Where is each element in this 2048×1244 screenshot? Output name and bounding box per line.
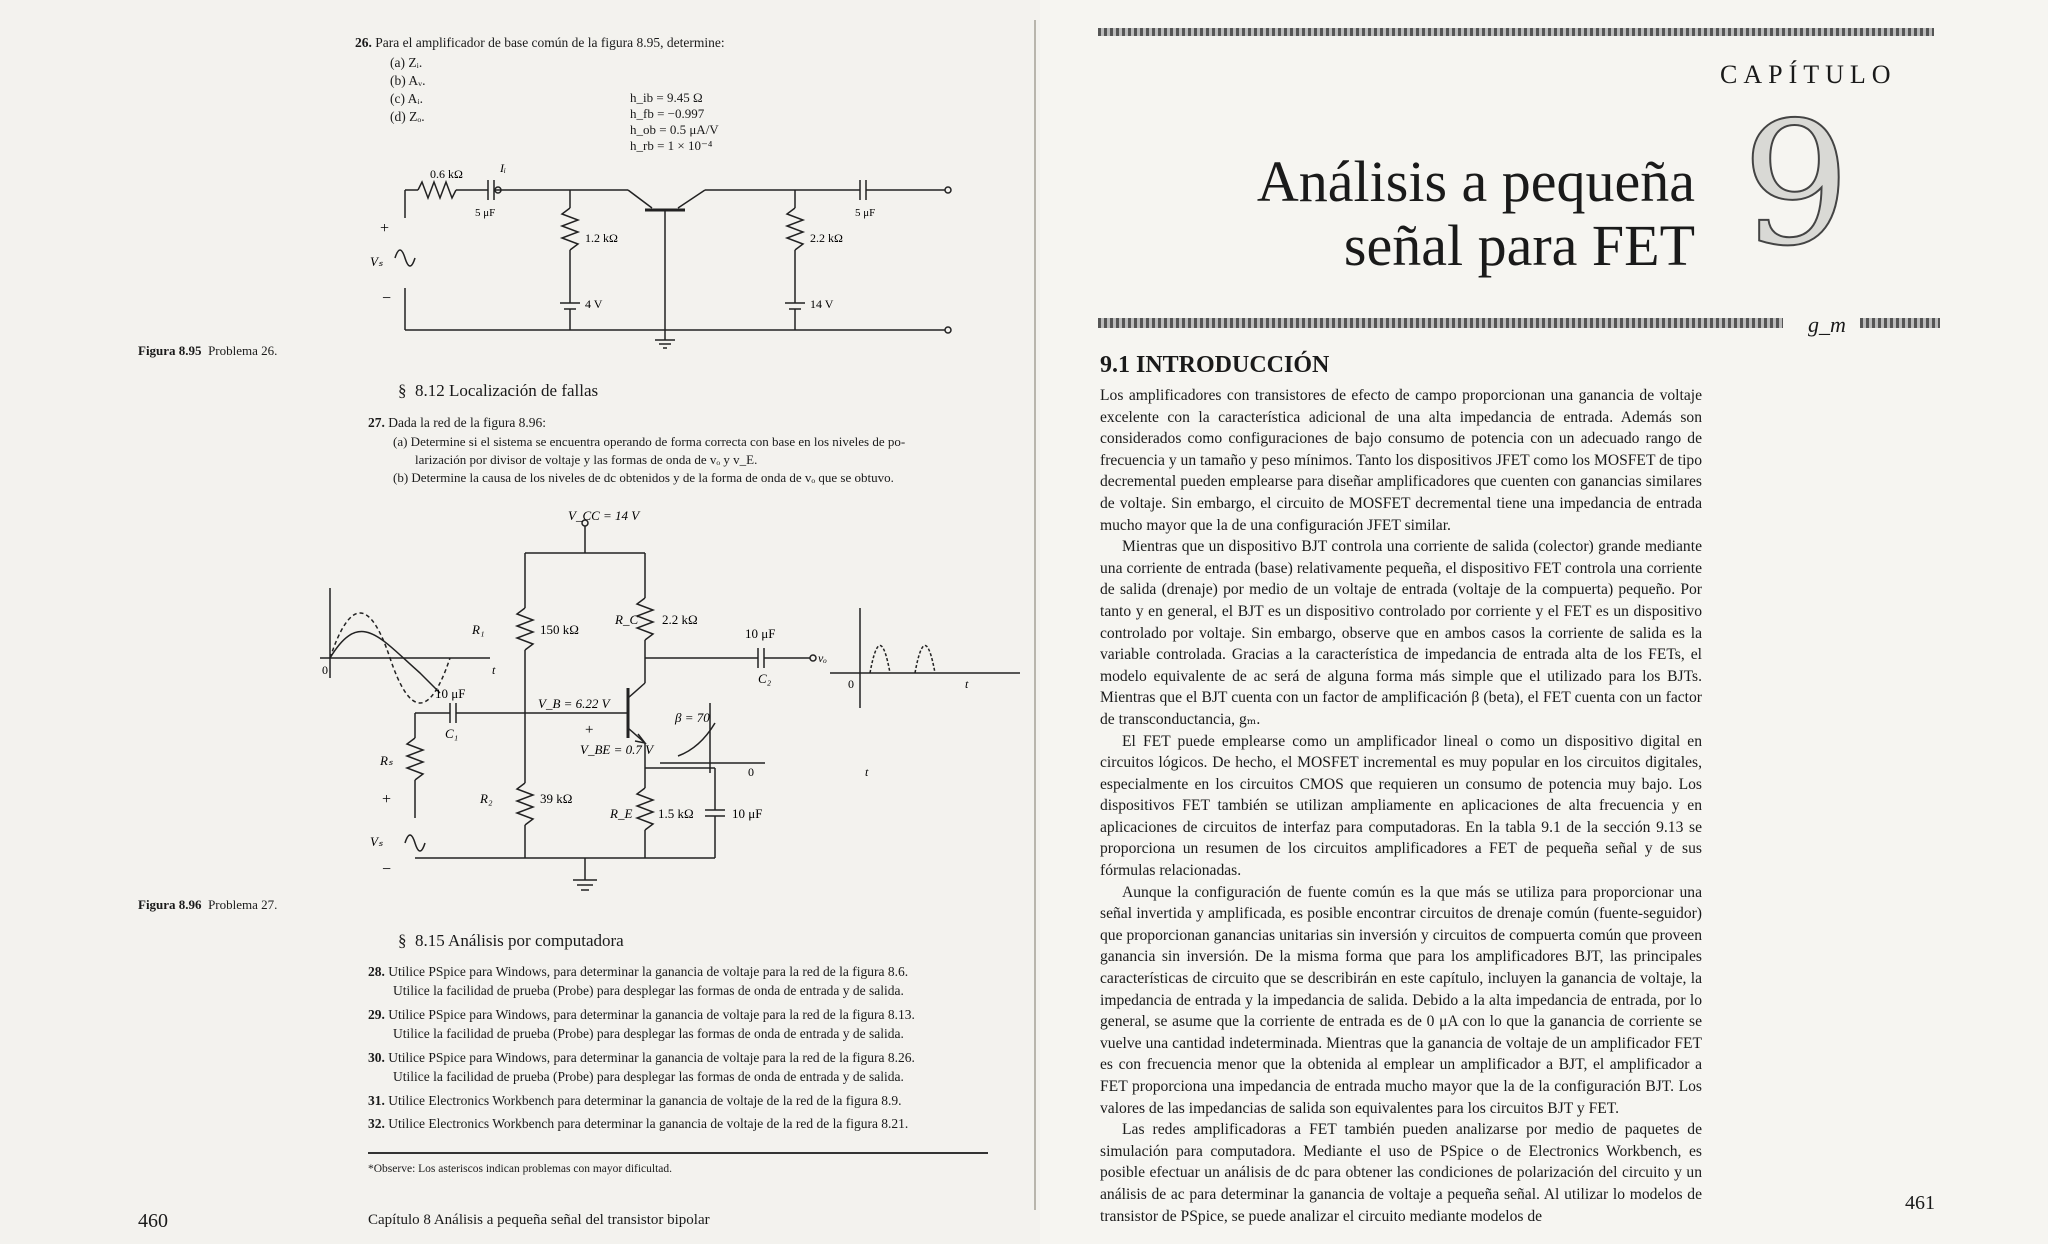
figure-8-95-circuit [360, 158, 960, 358]
param-hob: h_ob = 0.5 μA/V [630, 122, 719, 137]
problem-26-item-c: (c) Aᵢ. [390, 91, 423, 106]
footnote-rule [368, 1152, 988, 1154]
chapter-title-line2: señal para FET [1343, 213, 1695, 278]
fig895-cout-label: 5 μF [855, 207, 876, 219]
figure-8-95-caption-text: Problema 26. [208, 343, 278, 358]
fig896-c1-value: 10 μF [435, 686, 466, 701]
problem-26 [355, 34, 725, 52]
problem-27-text: Dada la red de la figura 8.96: [388, 415, 547, 430]
book-gutter [1034, 20, 1036, 1210]
fig896-vo-label: vₒ [818, 651, 827, 665]
problem-29-line2: Utilice la facilidad de prueba (Probe) para desplegar las formas de onda de entrada y de salida. [393, 1026, 904, 1041]
problem-28-number: 28. [368, 964, 385, 979]
fig896-vbe-label: V_BE = 0.7 V [580, 742, 654, 757]
problem-27 [368, 414, 546, 432]
problem-26-item-b: (b) Aᵥ. [390, 73, 426, 88]
vs-source-symbol [395, 250, 415, 266]
rs-resistor [418, 182, 456, 198]
problem-27-item-a: (a) Determine si el sistema se encuentra operando de forma correcta con base en los niveles de po- [393, 434, 906, 449]
problem-28-line2: Utilice la facilidad de prueba (Probe) para desplegar las formas de onda de entrada y de salida. [393, 983, 904, 998]
intro-paragraph-5: Las redes amplificadoras a FET también pueden analizarse por medio de paquetes de simulación para computadora. Mediante el uso de PSpice o de Electronics Workbench, es posible efectuar un análisis de dc para obtener las condiciones de polarización del circuito y un análisis de ac para determinar la ganancia de voltaje a pequeña señal. Al utilizar lo modelos de transistor de PSpice, se puede analizar el circuito mediante modelos de [1100, 1121, 1702, 1225]
problem-31-line1: Utilice Electronics Workbench para determinar la ganancia de voltaje de la red de la figura 8.9. [388, 1093, 902, 1108]
fig895-rs-label: 0.6 kΩ [430, 167, 463, 181]
section-9-1-heading: 9.1 INTRODUCCIÓN [1100, 352, 1330, 378]
margin-gm-symbol: g_m [1808, 312, 1846, 337]
section-symbol: § [398, 931, 407, 950]
top-decorative-rule [1098, 28, 1934, 36]
fig896-vcc-label: V_CC = 14 V [568, 508, 640, 523]
fig896-rs-name: Rₛ [380, 753, 393, 768]
problem-32-line1: Utilice Electronics Workbench para determinar la ganancia de voltaje de la red de la figura 8.21. [388, 1116, 909, 1131]
intro-paragraph-1: Los amplificadores con transistores de efecto de campo proporcionan una ganancia de voltaje excelente con la característica adicional de una alta impedancia de entrada. Además son considerados como configuraciones de bajo consumo de potencia con un adecuado rango de frecuencia y un tamaño y peso mínimos. Tanto los dispositivos JFET como los MOSFET de tipo decremental pueden emplearse para diseñar amplificadores que cuenten con ganancias similares de voltaje. Sin embargo, el circuito de MOSFET decremental tiene una impedancia de entrada mucho mayor que la de una configuración JFET similar. [1100, 387, 1702, 534]
page-number-right: 461 [1905, 1192, 1935, 1214]
figure-8-96-label: Figura 8.96 [138, 897, 202, 912]
chapter-title-line1: Análisis a pequeña [1256, 149, 1695, 214]
problem-31-number: 31. [368, 1093, 385, 1108]
fig896-output-zero: 0 [848, 677, 854, 691]
fig896-plus-source: + [382, 791, 392, 808]
fig896-rc-value: 2.2 kΩ [662, 612, 698, 627]
introduction-body [1100, 385, 1702, 1225]
footnote: *Observe: Los asteriscos indican problemas con mayor dificultad. [368, 1163, 673, 1175]
fig896-emitter-t: t [865, 765, 869, 779]
fig896-re-name: R_E [610, 806, 633, 821]
fig896-plus-vbe: + [585, 722, 594, 738]
problem-27-item-a-cont: larización por divisor de voltaje y las formas de onda de vₒ y v_E. [415, 452, 758, 467]
fig896-input-t: t [492, 663, 496, 677]
fig896-c1-name: C₁ [445, 726, 459, 741]
figure-8-95-label: Figura 8.95 [138, 343, 202, 358]
fig896-re-value: 1.5 kΩ [658, 806, 694, 821]
fig896-input-zero: 0 [322, 663, 328, 677]
fig896-ce-value: 10 μF [732, 806, 763, 821]
chapter-word: CAPÍTULO [1720, 60, 1897, 89]
fig895-minus: − [382, 290, 392, 307]
fig896-vs-label: Vₛ [370, 834, 383, 849]
fig895-ii-label: Iᵢ [500, 161, 506, 175]
section-8-15-title: 8.15 Análisis por computadora [415, 931, 624, 950]
fig895-vee-label: 4 V [585, 297, 603, 311]
fig896-output-t: t [965, 677, 969, 691]
section-8-12-title: 8.12 Localización de fallas [415, 381, 599, 400]
problem-26-text: Para el amplificador de base común de la figura 8.95, determine: [375, 35, 725, 50]
problem-30-line2: Utilice la facilidad de prueba (Probe) para desplegar las formas de onda de entrada y de salida. [393, 1069, 904, 1084]
fig896-r2-value: 39 kΩ [540, 791, 573, 806]
figure-8-96-circuit [322, 498, 1000, 908]
problem-26-item-a: (a) Zᵢ. [390, 55, 423, 70]
intro-paragraph-4: Aunque la configuración de fuente común es la que más se utiliza para proporcionar una señal invertida y amplificada, es posible encontrar circuitos de drenaje común (fuente-seguidor) que proporcionan ganancias unitarias sin inversión y circuitos de compuerta común que proveen ganancia sin inversión. De la misma forma que para los amplificadores BJT, las principales características de circuito que se describirán en este capítulo, incluyen la ganancia de voltaje, la impedancia de entrada y la impedancia de salida. Debido a la alta impedancia de entrada, por lo general, se asume que la corriente de entrada es de 0 μA con lo que la ganancia de corriente se vuelve una cantidad indeterminada. Mientras que la ganancia de voltaje de un amplificador FET es con frecuencia menor que la obtenida al emplear un amplificador a BJT, el amplificador a FET proporciona una impedancia de entrada mucho mayor que la de la configuración BJT. Los valores de las impedancias de salida son equivalentes para los circuitos BJT y FET. [1100, 883, 1702, 1117]
fig895-r2-label: 2.2 kΩ [810, 231, 843, 245]
problem-31 [368, 1092, 902, 1110]
section-8-12-heading [398, 381, 598, 401]
page-number-left: 460 [138, 1210, 168, 1232]
problem-28-line1: Utilice PSpice para Windows, para determinar la ganancia de voltaje para la red de la figura 8.6. [388, 964, 909, 979]
problem-29 [368, 1006, 915, 1024]
fig896-r1-value: 150 kΩ [540, 622, 579, 637]
problem-26-item-d: (d) Zₒ. [390, 109, 425, 124]
problem-30 [368, 1049, 915, 1067]
running-footer-left: Capítulo 8 Análisis a pequeña señal del transistor bipolar [368, 1212, 710, 1228]
intro-paragraph-2: Mientras que un dispositivo BJT controla una corriente de salida (colector) grande mediante una corriente de entrada (base) relativamente pequeña, el dispositivo FET controla una corriente de salida (drenaje) por medio de un voltaje de entrada (voltaje de la compuerta) pequeño. Por tanto y en general, el BJT es un dispositivo controlado por corriente y el FET es un dispositivo controlado por voltaje. Sin embargo, observe que en ambos casos la corriente de salida es la variable controlada. Gracias a la característica de impedancia de entrada alta de los FETs, el modelo equivalente de ac será de alguna forma más simple que el utilizado para los BJTs. Mientras que el BJT cuenta con un factor de amplificación β (beta), el FET cuenta con un factor de transconductancia, gₘ. [1100, 538, 1702, 728]
chapter-title [1150, 150, 1695, 278]
section-symbol: § [398, 381, 407, 400]
fig895-vcc-label: 14 V [810, 297, 834, 311]
figure-8-96-caption-text: Problema 27. [208, 897, 278, 912]
fig895-cin-label: 5 μF [475, 207, 496, 219]
fig896-c2-name: C₂ [758, 671, 772, 686]
intro-paragraph-3: El FET puede emplearse como un amplificador lineal o como un dispositivo digital en circuitos lógicos. De hecho, el MOSFET incremental es muy popular en los circuitos digitales, especialmente en los circuitos CMOS que requieren un consumo de potencia muy bajo. Los dispositivos FET también se utilizan ampliamente en aplicaciones de alta frecuencia y en aplicaciones de circuitos de interfaz para computadoras. En la tabla 9.1 de la sección 9.13 se proporciona un resumen de los circuitos amplificadores a FET de pequeña señal y de sus fórmulas relacionadas. [1100, 732, 1702, 880]
figure-8-96-caption [138, 897, 277, 913]
param-hfb: h_fb = −0.997 [630, 106, 705, 121]
section-8-15-heading [398, 931, 624, 951]
fig895-plus: + [380, 220, 390, 237]
problem-26-number: 26. [355, 35, 372, 50]
problem-32-number: 32. [368, 1116, 385, 1131]
fig896-r2-name: R₂ [480, 791, 493, 806]
problem-29-number: 29. [368, 1007, 385, 1022]
fig896-emitter-zero: 0 [748, 765, 754, 779]
fig895-r1-label: 1.2 kΩ [585, 231, 618, 245]
fig895-vs-label: Vₛ [370, 254, 383, 269]
problem-30-line1: Utilice PSpice para Windows, para determinar la ganancia de voltaje para la red de la figura 8.26. [388, 1050, 915, 1065]
param-hib: h_ib = 9.45 Ω [630, 90, 703, 105]
problem-32 [368, 1115, 908, 1133]
problem-27-item-b: (b) Determine la causa de los niveles de dc obtenidos y de la forma de onda de vₒ que se obtuvo. [393, 470, 894, 485]
section-decorative-rule [1098, 318, 1783, 328]
fig896-minus-source: − [382, 861, 392, 878]
problem-30-number: 30. [368, 1050, 385, 1065]
fig896-vb-label: V_B = 6.22 V [538, 696, 610, 711]
problem-28 [368, 963, 908, 981]
problem-27-number: 27. [368, 415, 385, 430]
fig896-r1-name: R₁ [472, 622, 485, 637]
fig896-beta-label: β = 70 [675, 710, 710, 725]
fig896-c2-value: 10 μF [745, 626, 776, 641]
chapter-number: 9 [1742, 86, 1851, 284]
figure-8-95-caption [138, 343, 277, 359]
param-hrb: h_rb = 1 × 10⁻⁴ [630, 138, 713, 153]
margin-decorative-rule [1860, 318, 1940, 328]
problem-29-line1: Utilice PSpice para Windows, para determinar la ganancia de voltaje para la red de la figura 8.13. [388, 1007, 915, 1022]
fig896-rc-name: R_C [615, 612, 639, 627]
